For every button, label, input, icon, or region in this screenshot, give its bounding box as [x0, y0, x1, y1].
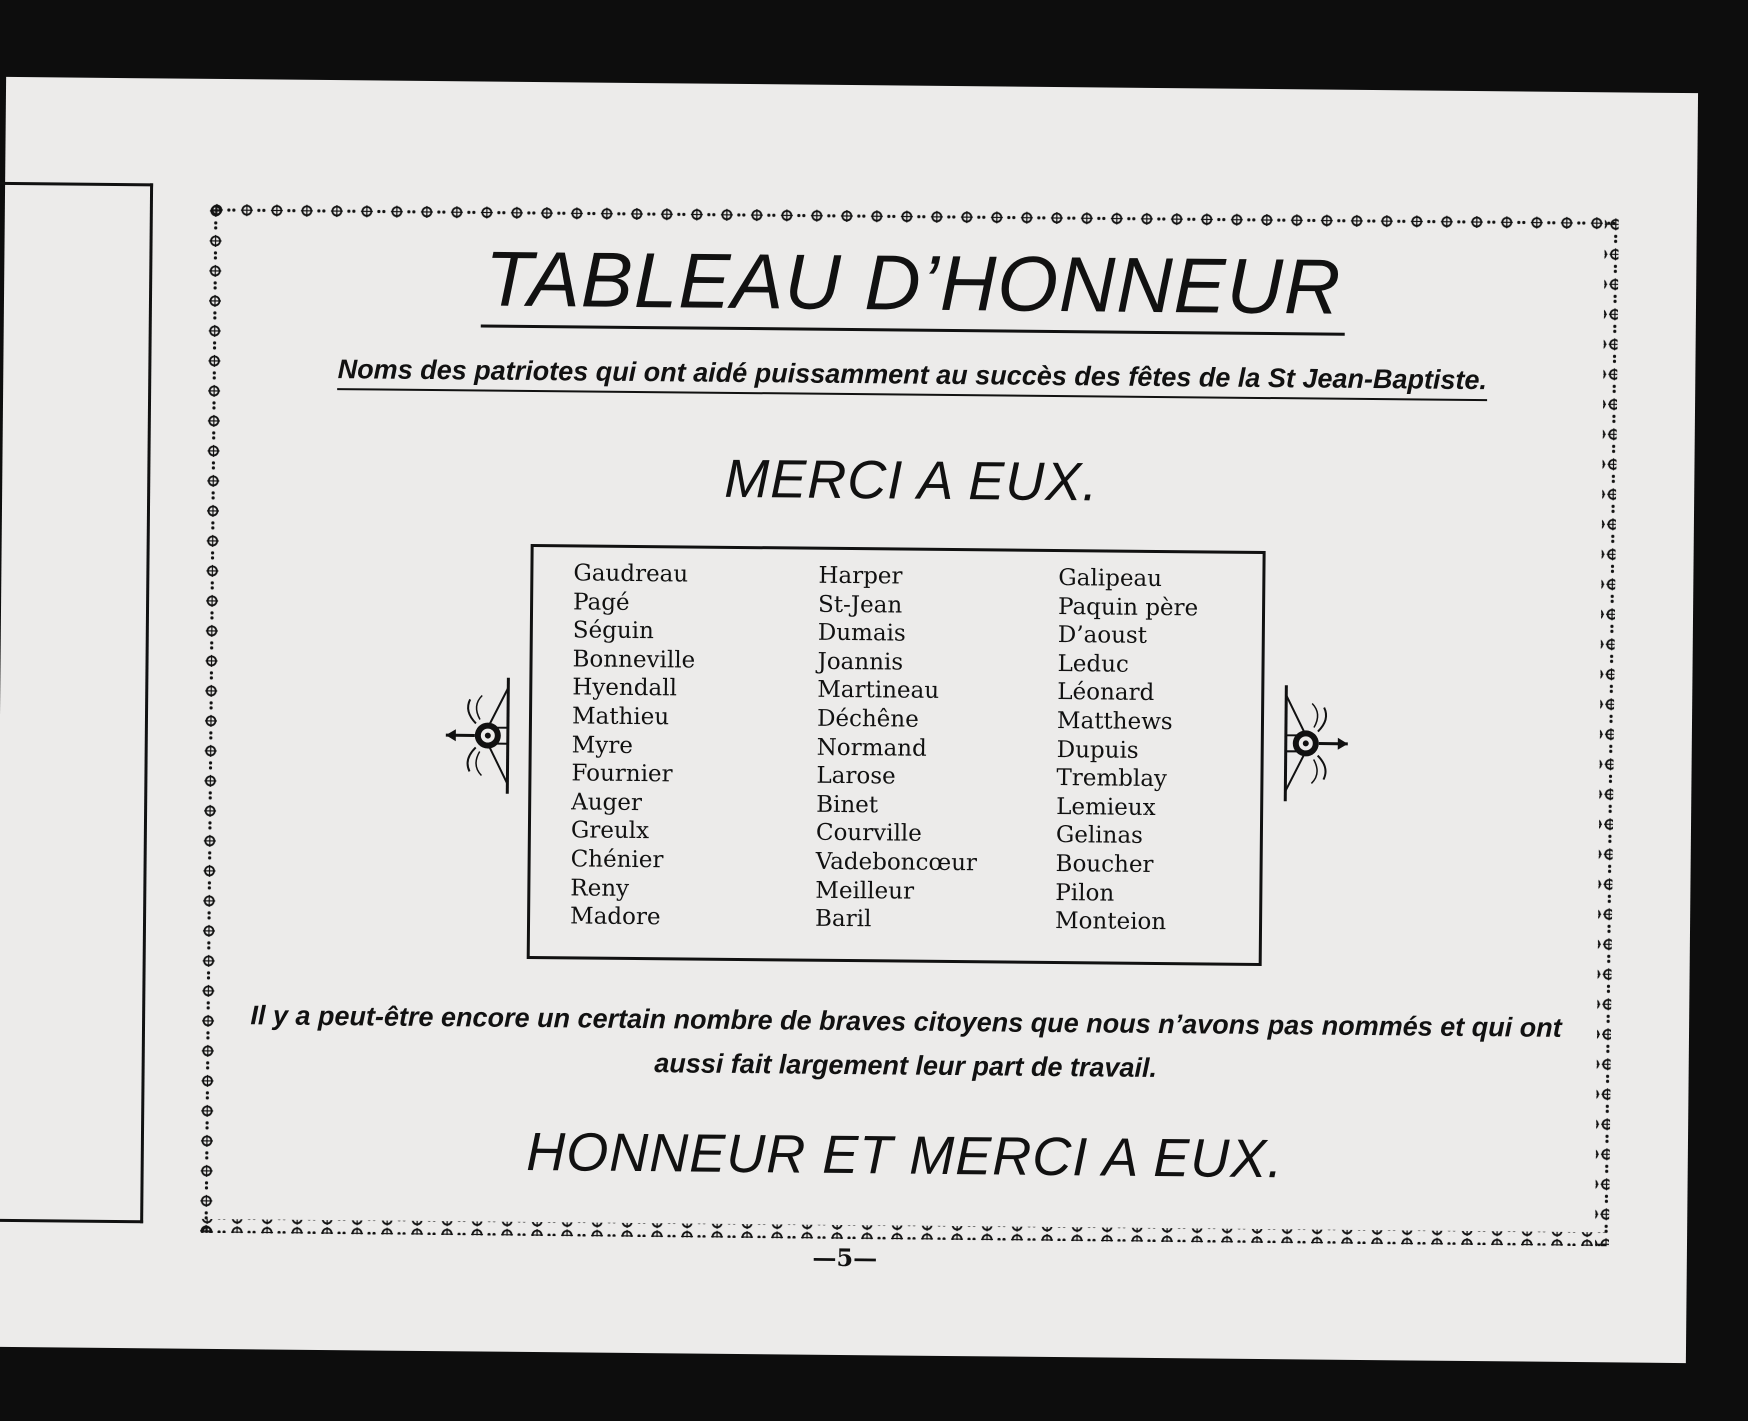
name-entry: Dupuis [1056, 736, 1139, 764]
name-entry: Paquin père [1057, 593, 1199, 621]
name-entry: Pagé [572, 588, 630, 616]
name-entry: Binet [816, 791, 879, 819]
closing-note-line-1: Il y a peut-être encore un certain nombre de braves citoyens que nous n’avons pas nommés et qui ont [250, 1000, 1562, 1043]
name-entry: Pilon [1055, 879, 1115, 907]
name-entry: Monteion [1054, 908, 1167, 936]
subtitle: Noms des patriotes qui ont aidé puissamment au succès des fêtes de la St Jean-Baptiste. [207, 353, 1617, 398]
name-entry: Courville [815, 820, 922, 848]
rosette-ornament-right-icon [1271, 683, 1352, 804]
name-entry: Leduc [1057, 650, 1129, 678]
facing-page-frame [0, 182, 153, 1223]
name-entry: Déchêne [816, 705, 919, 733]
honor-roll-frame [199, 203, 1619, 1246]
name-entry: Vadeboncœur [815, 848, 978, 877]
name-entry: Normand [816, 734, 927, 762]
name-entry: Chénier [570, 846, 664, 874]
thanks-heading: MERCI A EUX. [723, 448, 1099, 513]
name-entry: Greulx [570, 817, 650, 845]
name-entry: Meilleur [815, 877, 915, 905]
name-entry: Baril [814, 905, 872, 933]
names-list-box [527, 544, 1266, 966]
name-entry: Madore [569, 903, 661, 931]
name-entry: Bonneville [572, 646, 696, 674]
name-entry: Galipeau [1058, 565, 1163, 593]
name-entry: Hyendall [572, 674, 678, 702]
name-entry: Gaudreau [573, 560, 689, 588]
name-entry: Auger [571, 789, 643, 816]
name-entry: Martineau [817, 677, 940, 705]
document-page [0, 77, 1698, 1363]
closing-note [231, 993, 1582, 1094]
names-column-3 [1055, 564, 1199, 937]
name-entry: Matthews [1056, 707, 1173, 736]
names-column-2 [815, 562, 980, 935]
page-title: TABLEAU D’HONNEUR [208, 231, 1619, 336]
page-number: —5— [812, 1242, 878, 1273]
name-entry: Myre [571, 731, 634, 759]
name-entry: Séguin [572, 617, 655, 645]
rosette-ornament-left-icon [441, 675, 522, 796]
name-entry: D’aoust [1057, 622, 1148, 650]
name-entry: St-Jean [817, 591, 903, 619]
name-entry: Joannis [817, 648, 904, 676]
name-entry: Reny [570, 874, 630, 902]
closing-heading: HONNEUR ET MERCI A EUX. [526, 1121, 1284, 1190]
name-entry: Fournier [571, 760, 673, 788]
name-entry: Léonard [1057, 679, 1155, 707]
closing-note-line-2: aussi fait largement leur part de travail. [654, 1048, 1158, 1084]
name-entry: Tremblay [1056, 765, 1168, 793]
name-entry: Dumais [817, 619, 906, 647]
name-entry: Harper [818, 562, 903, 590]
name-entry: Mathieu [571, 703, 670, 731]
names-column-1 [570, 559, 696, 932]
name-entry: Lemieux [1056, 793, 1156, 821]
name-entry: Boucher [1055, 850, 1154, 878]
name-entry: Larose [816, 762, 896, 790]
name-entry: Gelinas [1055, 822, 1144, 850]
